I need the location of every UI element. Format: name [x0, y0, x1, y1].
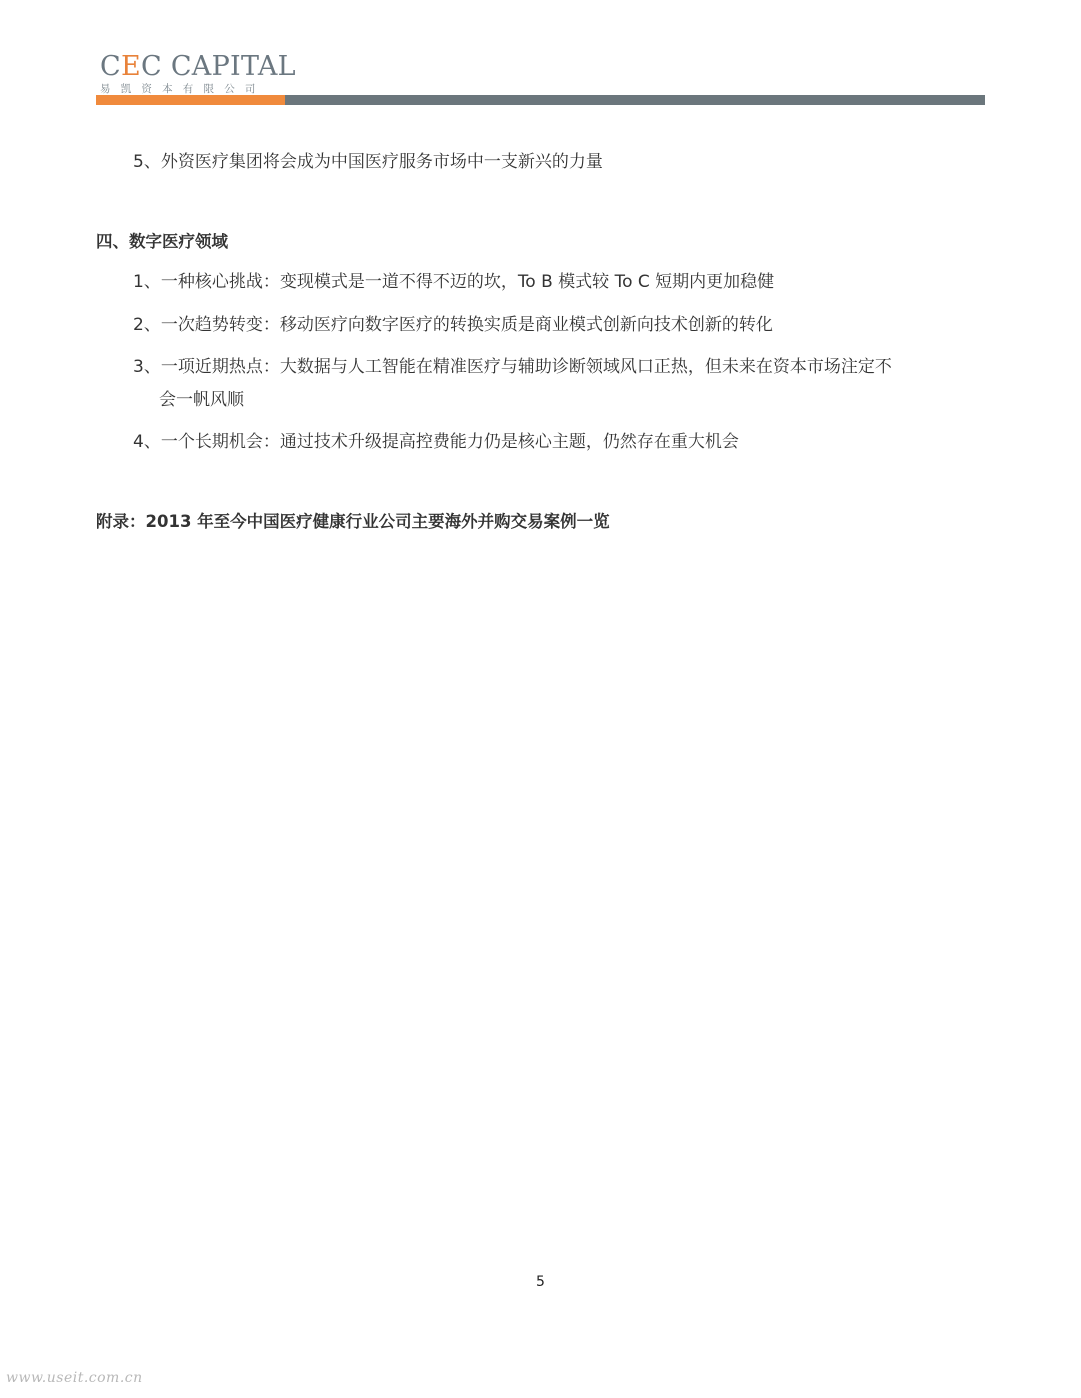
page-number: 5 — [536, 1274, 545, 1290]
appendix-heading: 附录：2013 年至今中国医疗健康行业公司主要海外并购交易案例一览 — [96, 512, 610, 531]
list-item-4: 4、一个长期机会：通过技术升级提高控费能力仍是核心主题，仍然存在重大机会 — [133, 432, 739, 452]
header-bar-gray — [285, 95, 985, 105]
list-item-2: 2、一次趋势转变：移动医疗向数字医疗的转换实质是商业模式创新向技术创新的转化 — [133, 315, 773, 335]
list-item-3-continuation: 会一帆风顺 — [159, 390, 244, 410]
list-item-3: 3、一项近期热点：大数据与人工智能在精准医疗与辅助诊断领域风口正热，但未来在资本市场注定不 — [133, 357, 892, 377]
header-divider-bar — [96, 95, 985, 105]
list-item-1: 1、一种核心挑战：变现模式是一道不得不迈的坎，To B 模式较 To C 短期内更加稳健 — [133, 272, 775, 292]
logo-subtitle: 易凯资本有限公司 — [100, 83, 266, 95]
logo-wordmark: CEC CAPITAL — [100, 51, 296, 82]
header-bar-accent — [96, 95, 285, 105]
list-item-prev: 5、外资医疗集团将会成为中国医疗服务市场中一支新兴的力量 — [133, 152, 603, 172]
watermark: www.useit.com.cn — [6, 1370, 143, 1386]
section-heading: 四、数字医疗领域 — [96, 232, 228, 251]
company-logo — [100, 52, 296, 95]
